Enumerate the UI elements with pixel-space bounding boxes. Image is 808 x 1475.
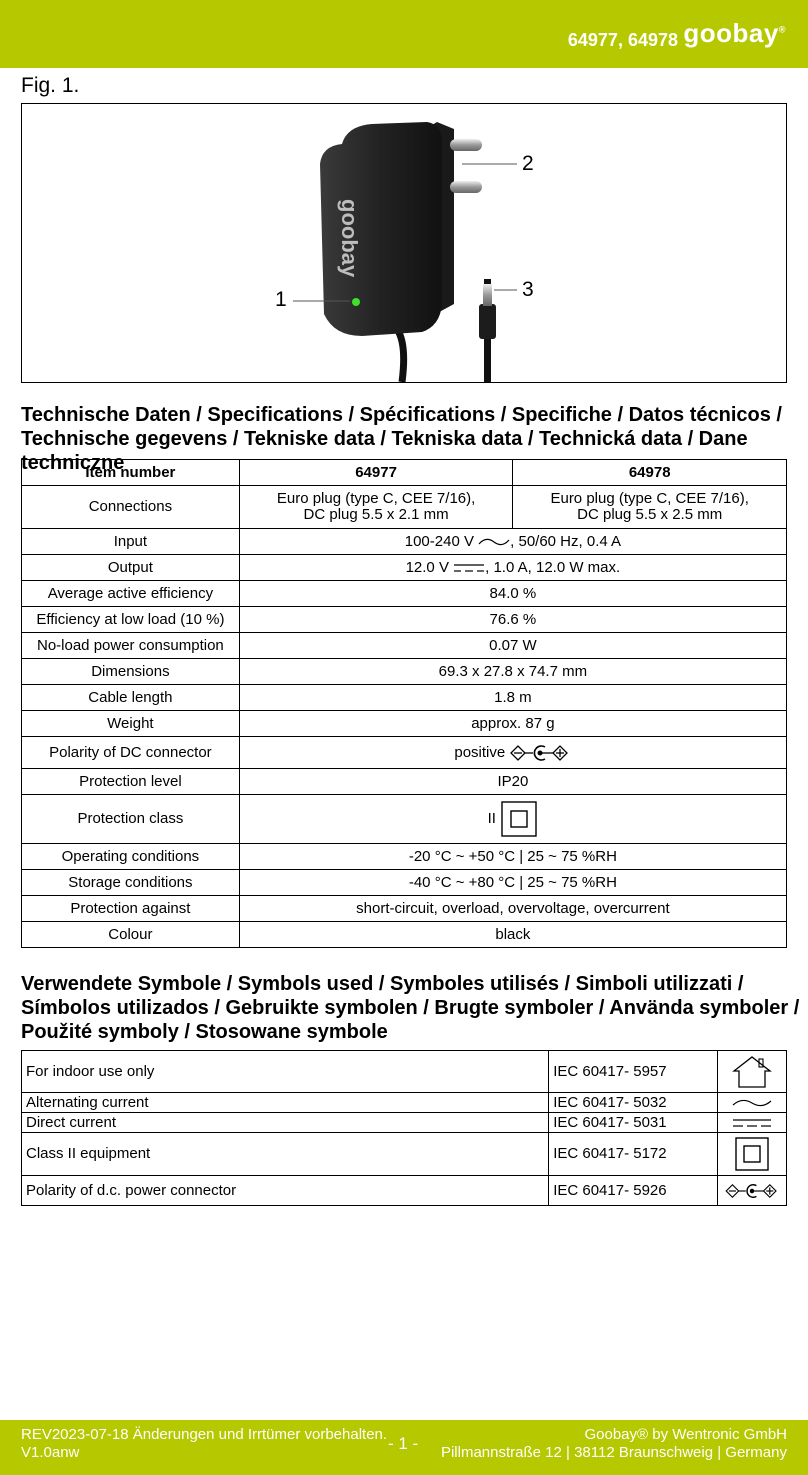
row-value: -20 °C ~ +50 °C | 25 ~ 75 %RH (239, 844, 786, 870)
row-value: black (239, 922, 786, 948)
symbol-name: Direct current (22, 1113, 549, 1133)
model-numbers: 64977, 64978 (567, 30, 678, 50)
row-label: Dimensions (22, 659, 240, 685)
table-row (22, 769, 787, 795)
header-model-2: 64978 (513, 460, 787, 486)
table-row (22, 737, 787, 769)
row-value: IP20 (239, 769, 786, 795)
row-label: Protection class (22, 795, 240, 844)
row-label: Colour (22, 922, 240, 948)
power-adapter-image (22, 104, 786, 382)
table-row (22, 1113, 787, 1133)
table-row (22, 581, 787, 607)
table-row (22, 795, 787, 844)
brand-logo: goobay® (683, 18, 786, 48)
specifications-table (21, 459, 787, 948)
callout-1: 1 (275, 288, 287, 311)
class-ii-icon (500, 800, 538, 838)
row-value: Euro plug (type C, CEE 7/16), DC plug 5.5 x 2.1 mm (239, 486, 513, 529)
symbol-code: IEC 60417- 5032 (549, 1093, 718, 1113)
callout-2: 2 (522, 152, 534, 175)
page-number: - 1 - (388, 1434, 419, 1453)
row-label: Operating conditions (22, 844, 240, 870)
row-value: Euro plug (type C, CEE 7/16), DC plug 5.5 x 2.5 mm (513, 486, 787, 529)
row-label: Connections (22, 486, 240, 529)
table-row (22, 460, 787, 486)
row-label: Input (22, 529, 240, 555)
table-row (22, 1051, 787, 1093)
table-row (22, 555, 787, 581)
footer-address: Goobay® by Wentronic GmbH Pillmannstraße 12 | 38112 Braunschweig | Germany (440, 1426, 787, 1461)
table-row (22, 659, 787, 685)
row-value: II (239, 795, 786, 844)
row-label: Weight (22, 711, 240, 737)
row-label: Polarity of DC connector (22, 737, 240, 769)
symbol-name: Class II equipment (22, 1133, 549, 1176)
symbol-code: IEC 60417- 5926 (549, 1176, 718, 1206)
row-label: Cable length (22, 685, 240, 711)
symbols-title: Verwendete Symbole / Symbols used / Symboles utilisés / Simboli utilizzati / Símbolos utilizados / Gebruikte symbolen / Brugte symboler / Använda symboler / Použité symboly / Stosowane symbole (21, 973, 800, 1043)
callout-3: 3 (522, 278, 534, 301)
row-label: Storage conditions (22, 870, 240, 896)
polarity-icon (723, 1183, 781, 1199)
footer-revision: REV2023-07-18 Änderungen und Irrtümer vorbehalten. V1.0anw (21, 1426, 388, 1461)
row-label: Average active efficiency (22, 581, 240, 607)
dc-lines-icon (732, 1117, 772, 1129)
row-value: 69.3 x 27.8 x 74.7 mm (239, 659, 786, 685)
row-value: 76.6 % (239, 607, 786, 633)
figure-box (21, 103, 787, 383)
table-row (22, 922, 787, 948)
header-item-number: Item number (22, 460, 240, 486)
table-row (22, 529, 787, 555)
row-value: 0.07 W (239, 633, 786, 659)
symbol-code: IEC 60417- 5957 (549, 1051, 718, 1093)
row-value: 100-240 V , 50/60 Hz, 0.4 A (239, 529, 786, 555)
device-logo: goobay (337, 199, 362, 278)
table-row (22, 685, 787, 711)
ac-wave-icon (478, 536, 510, 548)
row-label: Protection level (22, 769, 240, 795)
row-value: 84.0 % (239, 581, 786, 607)
table-row (22, 870, 787, 896)
row-value: -40 °C ~ +80 °C | 25 ~ 75 %RH (239, 870, 786, 896)
table-row (22, 607, 787, 633)
table-row (22, 486, 787, 529)
row-label: Protection against (22, 896, 240, 922)
table-row (22, 1093, 787, 1113)
symbol-name: Alternating current (22, 1093, 549, 1113)
table-row (22, 844, 787, 870)
table-row (22, 1133, 787, 1176)
row-label: No-load power consumption (22, 633, 240, 659)
figure-title: Fig. 1. (21, 74, 80, 97)
footer-bar (0, 1420, 808, 1475)
house-icon (731, 1054, 773, 1090)
row-value: 1.8 m (239, 685, 786, 711)
table-row (22, 711, 787, 737)
symbols-table (21, 1050, 787, 1206)
row-value: 12.0 V , 1.0 A, 12.0 W max. (239, 555, 786, 581)
symbol-code: IEC 60417- 5031 (549, 1113, 718, 1133)
dc-lines-icon (453, 562, 485, 574)
header-model-1: 64977 (239, 460, 513, 486)
table-row (22, 633, 787, 659)
specifications-title: Technische Daten / Specifications / Spécifications / Specifiche / Datos técnicos / Technische gegevens / Tekniske data / Tekniska data / Technická data / Dane techniczne (21, 404, 782, 474)
symbol-name: Polarity of d.c. power connector (22, 1176, 549, 1206)
class-ii-icon (734, 1136, 770, 1172)
table-row (22, 1176, 787, 1206)
row-value: positive (239, 737, 786, 769)
row-label: Output (22, 555, 240, 581)
row-value: short-circuit, overload, overvoltage, overcurrent (239, 896, 786, 922)
ac-wave-icon (732, 1097, 772, 1109)
header-bar (0, 0, 808, 68)
symbol-name: For indoor use only (22, 1051, 549, 1093)
table-row (22, 896, 787, 922)
symbol-code: IEC 60417- 5172 (549, 1133, 718, 1176)
row-label: Efficiency at low load (10 %) (22, 607, 240, 633)
polarity-icon (509, 744, 571, 762)
row-value: approx. 87 g (239, 711, 786, 737)
